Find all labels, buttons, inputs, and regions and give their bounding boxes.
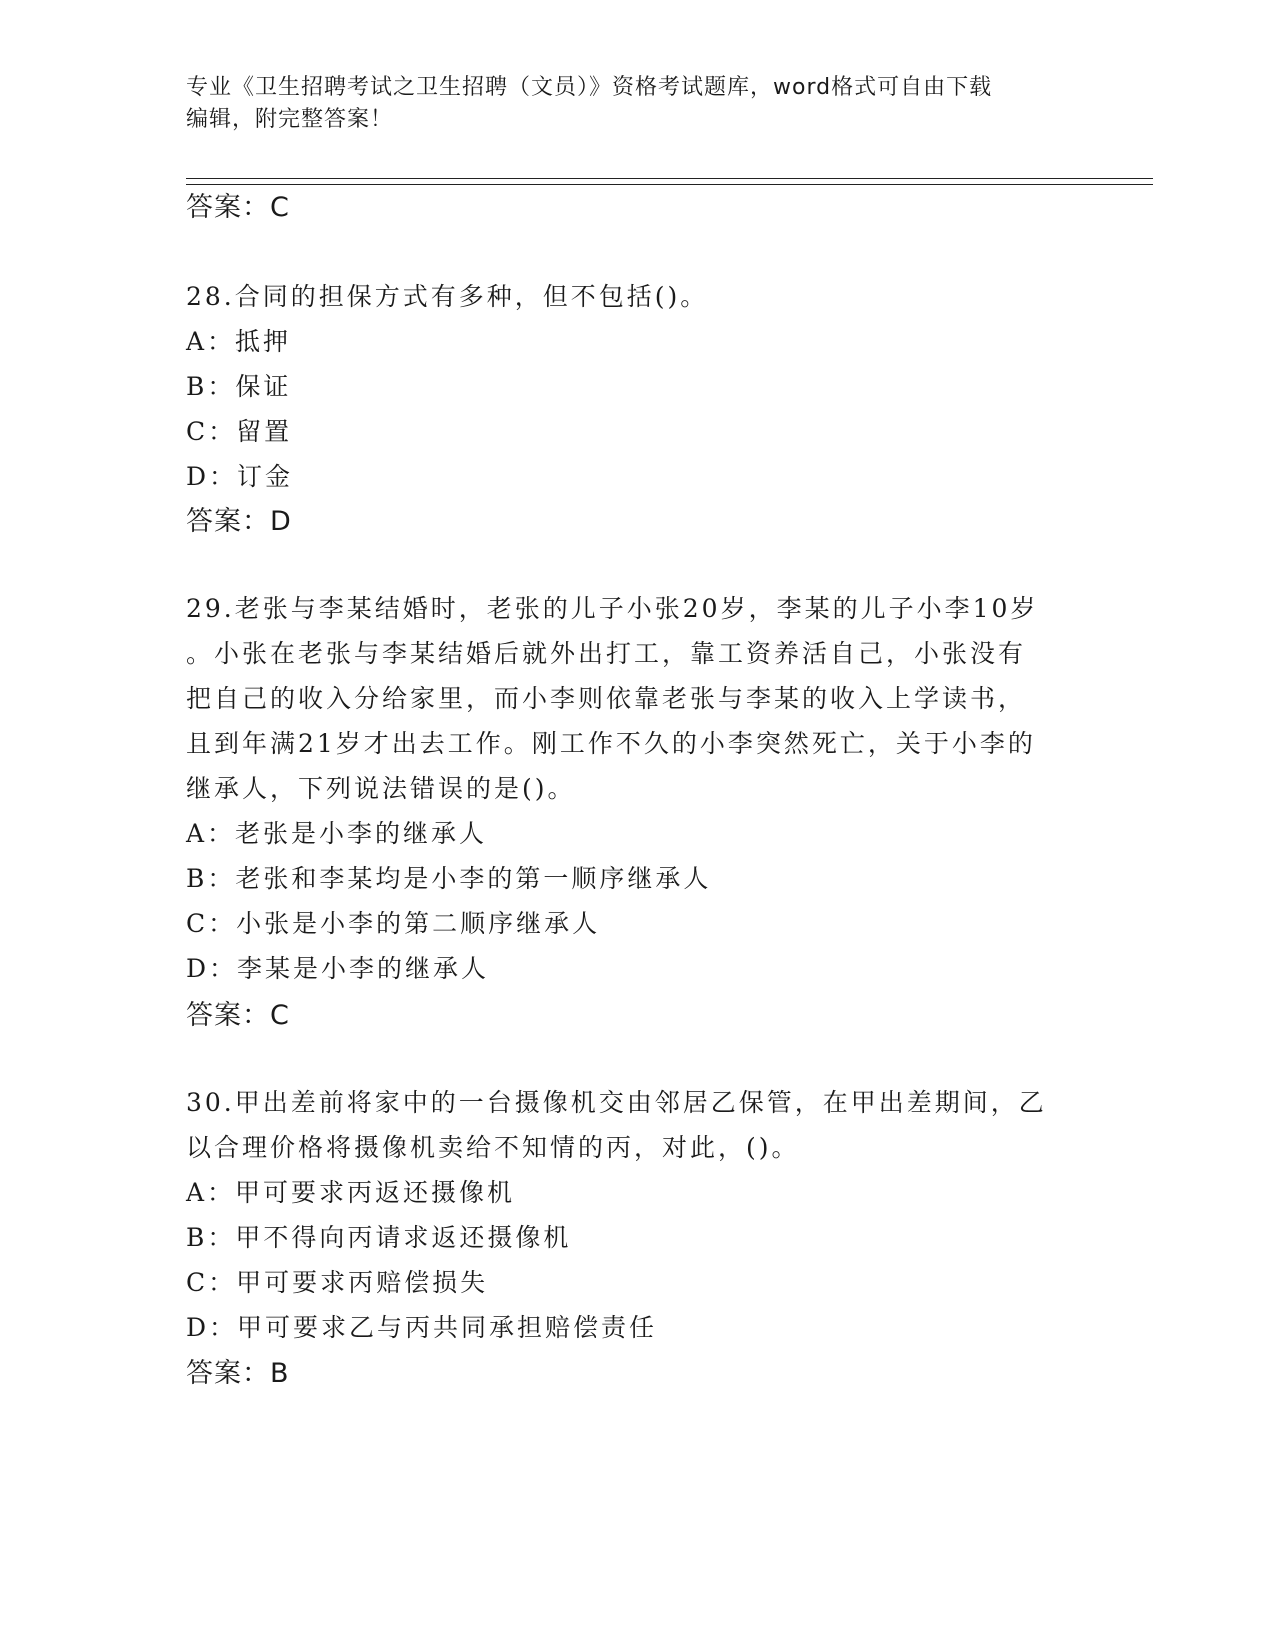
question-29-stem-line-5: 继承人，下列说法错误的是()。 bbox=[186, 774, 576, 803]
question-28-option-b: B：保证 bbox=[186, 372, 292, 401]
question-28-answer: 答案：D bbox=[186, 506, 292, 537]
question-28-option-c: C：留置 bbox=[186, 417, 293, 446]
question-30-stem-line-1: 30.甲出差前将家中的一台摄像机交由邻居乙保管，在甲出差期间，乙 bbox=[186, 1088, 1047, 1117]
question-30-stem-line-2: 以合理价格将摄像机卖给不知情的丙，对此，()。 bbox=[186, 1133, 800, 1162]
question-29-stem-line-2: 。小张在老张与李某结婚后就外出打工，靠工资养活自己，小张没有 bbox=[186, 639, 1027, 668]
question-29-option-b: B：老张和李某均是小李的第一顺序继承人 bbox=[186, 864, 712, 893]
question-30-option-d: D：甲可要求乙与丙共同承担赔偿责任 bbox=[186, 1313, 658, 1342]
header-line-1: 专业《卫生招聘考试之卫生招聘（文员）》资格考试题库，word格式可自由下载 bbox=[186, 75, 993, 100]
question-30-option-b: B：甲不得向丙请求返还摄像机 bbox=[186, 1223, 572, 1252]
question-29-answer: 答案：C bbox=[186, 1000, 290, 1031]
header-line-2: 编辑，附完整答案！ bbox=[186, 107, 394, 132]
question-29-stem-line-4: 且到年满21岁才出去工作。刚工作不久的小李突然死亡，关于小李的 bbox=[186, 729, 1036, 758]
question-29-stem-line-3: 把自己的收入分给家里，而小李则依靠老张与李某的收入上学读书， bbox=[186, 684, 1027, 713]
question-30-option-c: C：甲可要求丙赔偿损失 bbox=[186, 1268, 489, 1297]
page-header bbox=[186, 72, 1086, 136]
question-29-stem-line-1: 29.老张与李某结婚时，老张的儿子小张20岁，李某的儿子小李10岁 bbox=[186, 594, 1039, 623]
question-28-option-a: A：抵押 bbox=[186, 327, 292, 356]
question-29 bbox=[186, 586, 1086, 991]
question-28 bbox=[186, 274, 1086, 499]
question-30-option-a: A：甲可要求丙返还摄像机 bbox=[186, 1178, 516, 1207]
question-29-option-d: D：李某是小李的继承人 bbox=[186, 954, 490, 983]
question-30-answer: 答案：B bbox=[186, 1358, 290, 1389]
question-28-stem: 28.合同的担保方式有多种，但不包括()。 bbox=[186, 282, 709, 311]
question-30 bbox=[186, 1080, 1086, 1350]
question-29-option-c: C：小张是小李的第二顺序继承人 bbox=[186, 909, 601, 938]
question-28-option-d: D：订金 bbox=[186, 462, 294, 491]
header-divider bbox=[186, 178, 1153, 185]
answer-previous: 答案：C bbox=[186, 192, 290, 223]
question-29-option-a: A：老张是小李的继承人 bbox=[186, 819, 488, 848]
